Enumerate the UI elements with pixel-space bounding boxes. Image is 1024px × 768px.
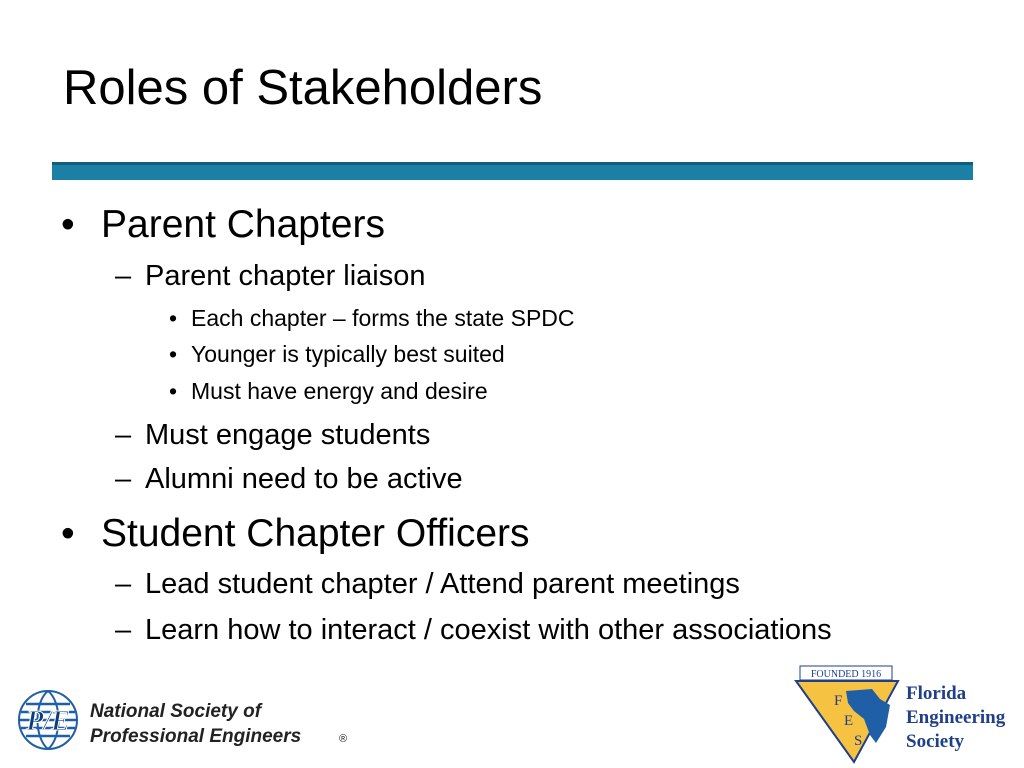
bullet-item <box>115 568 740 600</box>
bullet-marker: • <box>169 378 178 404</box>
bullet-item <box>61 512 530 555</box>
bullet-marker: • <box>61 512 75 555</box>
bullet-text: Each chapter – forms the state SPDC <box>191 305 575 331</box>
fes-letter-s: S <box>854 733 863 749</box>
dash-marker: – <box>115 260 132 292</box>
nspe-monogram: P/E <box>26 706 70 737</box>
bullet-text: Younger is typically best suited <box>191 341 505 367</box>
bullet-text: Must have energy and desire <box>191 378 488 404</box>
fes-name-line3: Society <box>906 731 965 752</box>
title-rule <box>52 162 973 180</box>
bullet-marker: • <box>169 341 178 367</box>
bullet-marker: • <box>61 203 75 246</box>
bullet-item <box>115 260 426 292</box>
bullet-item <box>169 305 575 331</box>
nspe-registered-mark: ® <box>339 733 348 745</box>
bullet-item <box>169 341 505 367</box>
bullet-marker: • <box>169 305 178 331</box>
bullet-text: Must engage students <box>145 419 431 451</box>
nspe-name-line2: Professional Engineers <box>90 726 302 747</box>
nspe-name-line1: National Society of <box>90 701 262 722</box>
bullet-item <box>115 419 431 451</box>
bullet-text: Parent chapter liaison <box>145 260 426 292</box>
bullet-item <box>115 463 463 495</box>
fes-name-line1: Florida <box>906 683 967 704</box>
nspe-globe-icon <box>19 691 77 749</box>
fes-logo <box>794 665 1016 765</box>
bullet-text: Alumni need to be active <box>145 463 463 495</box>
slide-title: Roles of Stakeholders <box>63 61 543 115</box>
fes-letter-e: E <box>844 713 854 729</box>
bullet-text: Learn how to interact / coexist with other associations <box>145 614 832 646</box>
dash-marker: – <box>115 463 132 495</box>
bullet-text: Student Chapter Officers <box>101 512 530 555</box>
nspe-logo <box>16 688 356 752</box>
dash-marker: – <box>115 419 132 451</box>
bullet-text: Lead student chapter / Attend parent meetings <box>145 568 740 600</box>
dash-marker: – <box>115 614 132 646</box>
bullet-item <box>115 614 832 646</box>
dash-marker: – <box>115 568 132 600</box>
fes-name-line2: Engineering <box>906 707 1006 728</box>
bullet-text: Parent Chapters <box>101 203 385 246</box>
bullet-item <box>61 203 385 246</box>
fes-founded-text: FOUNDED 1916 <box>810 669 882 680</box>
fes-letter-f: F <box>834 693 843 709</box>
bullet-item <box>169 378 488 404</box>
